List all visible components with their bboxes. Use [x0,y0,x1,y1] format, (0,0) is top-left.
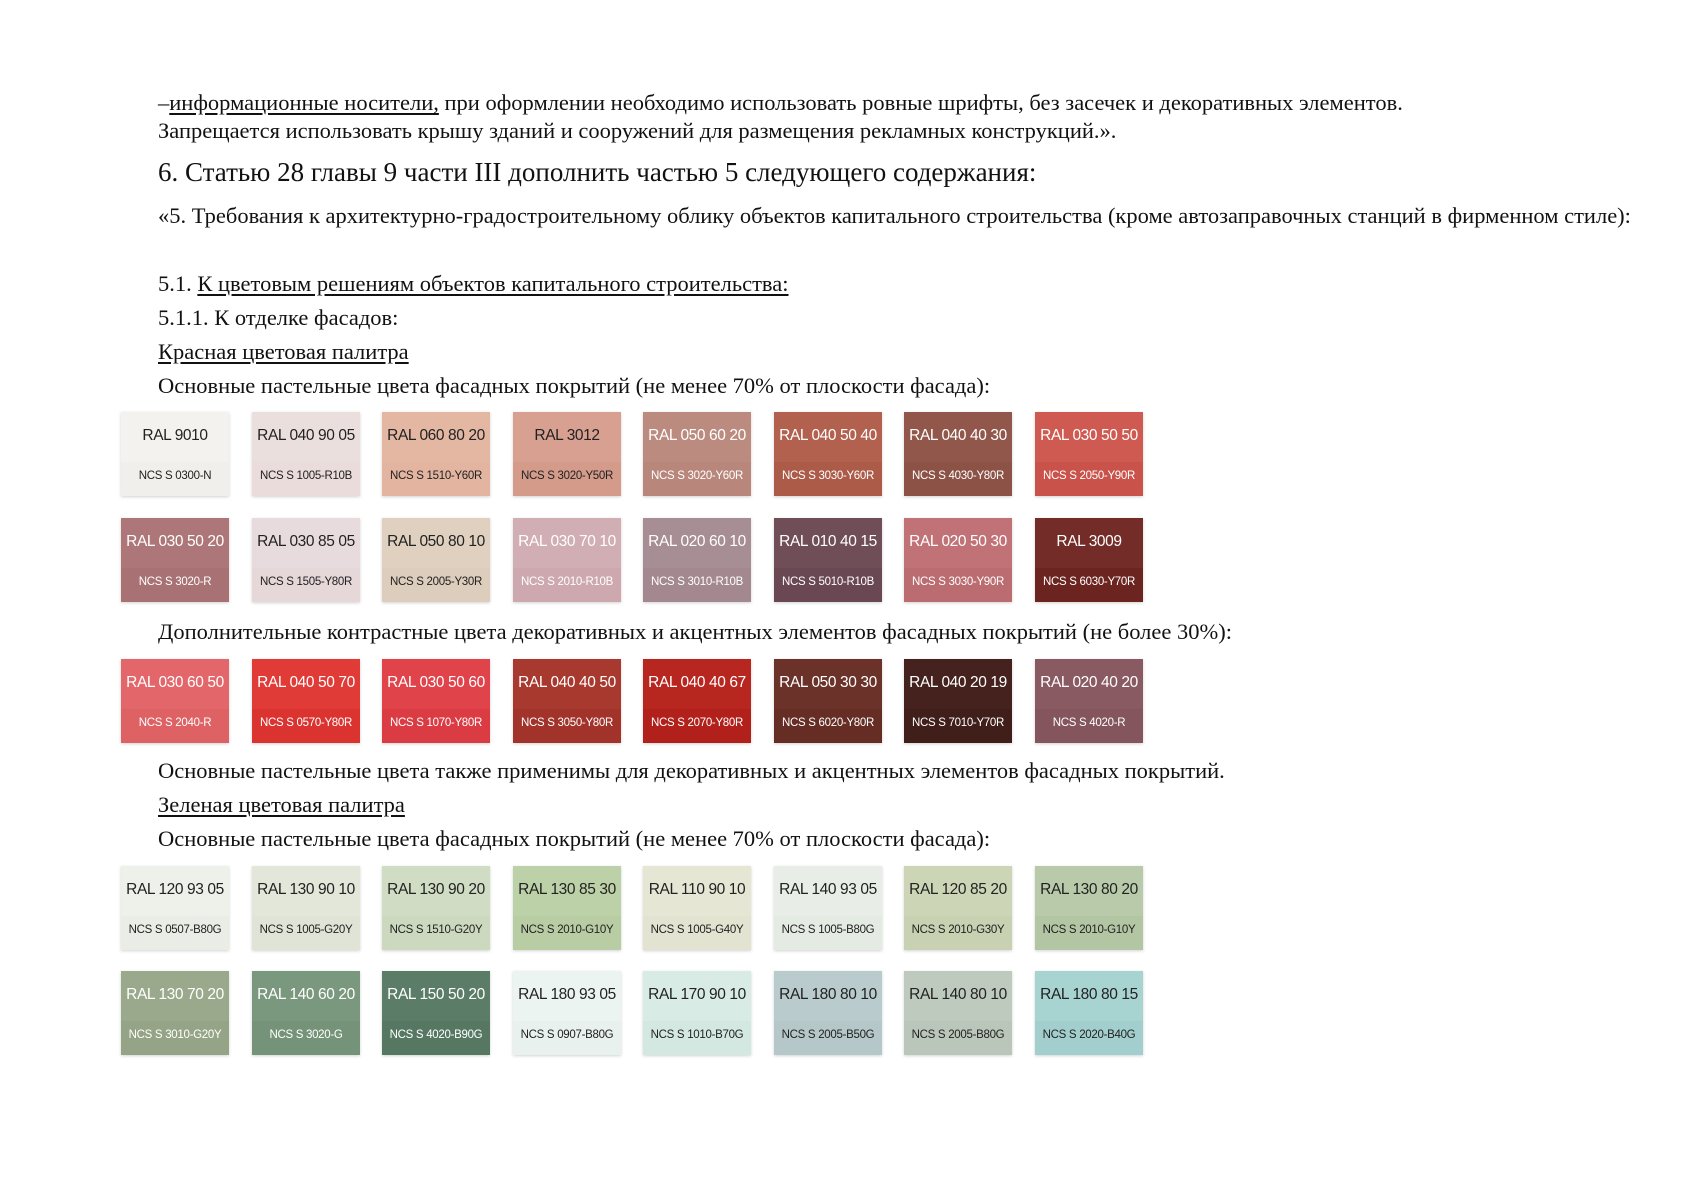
color-swatch [904,659,1012,743]
swatch-ral-code: RAL 030 50 60 [387,674,485,691]
subsection-5-1 [158,270,789,298]
color-swatch [121,659,229,743]
swatch-ral-code: RAL 180 93 05 [518,986,616,1003]
swatch-ncs-code: NCS S 2010-R10B [520,576,614,588]
swatch-ral-code: RAL 130 85 30 [518,881,616,898]
swatch-ral-code: RAL 130 70 20 [126,986,224,1003]
color-swatch [904,971,1012,1055]
swatch-ncs-code: NCS S 1010-B70G [650,1029,744,1041]
green-main-swatches-row-1 [121,866,1161,950]
color-swatch [1035,971,1143,1055]
color-swatch [643,866,751,950]
swatch-ncs-code: NCS S 5010-R10B [781,576,875,588]
swatch-ral-code: RAL 050 30 30 [779,674,877,691]
swatch-ral-code: RAL 110 90 10 [648,881,746,898]
swatch-ral-code: RAL 120 85 20 [909,881,1007,898]
swatch-ncs-code: NCS S 3020-R [138,576,212,588]
red-note: Основные пастельные цвета также применимы для декоративных и акцентных элементов фасадных покрытий. [158,758,1225,783]
color-swatch [774,518,882,602]
swatch-ncs-code: NCS S 1070-Y80R [389,717,483,729]
swatch-ncs-code: NCS S 0907-B80G [520,1029,614,1041]
swatch-ral-code: RAL 020 40 20 [1040,674,1138,691]
swatch-ncs-code: NCS S 1005-B80G [781,924,875,936]
swatch-ral-code: RAL 140 80 10 [909,986,1007,1003]
swatch-ncs-code: NCS S 4030-Y80R [911,470,1005,482]
swatch-ral-code: RAL 130 90 10 [257,881,355,898]
color-swatch [121,518,229,602]
swatch-ral-code: RAL 040 50 70 [257,674,355,691]
swatch-ncs-code: NCS S 1005-G20Y [259,924,353,936]
swatch-ral-code: RAL 3012 [534,427,600,444]
swatch-ncs-code: NCS S 3050-Y80R [520,717,614,729]
color-swatch [643,518,751,602]
swatch-ncs-code: NCS S 2050-Y90R [1042,470,1136,482]
swatch-ncs-code: NCS S 0570-Y80R [259,717,353,729]
roof-prohibition-text: Запрещается использовать крышу зданий и сооружений для размещения рекламных конструкций.». [158,118,1117,143]
color-swatch [643,971,751,1055]
subsection-number: 5.1. [158,271,198,296]
color-swatch [382,518,490,602]
swatch-ral-code: RAL 030 70 10 [518,533,616,550]
text-line-media [158,89,1403,117]
swatch-ral-code: RAL 010 40 15 [779,533,877,550]
swatch-ncs-code: NCS S 1505-Y80R [259,576,353,588]
swatch-ral-code: RAL 140 60 20 [257,986,355,1003]
color-swatch [121,971,229,1055]
swatch-ral-code: RAL 130 80 20 [1040,881,1138,898]
swatch-ral-code: RAL 040 40 30 [909,427,1007,444]
color-swatch [382,866,490,950]
red-main-swatches-row-1 [121,412,1161,496]
swatch-ral-code: RAL 030 50 50 [1040,427,1138,444]
color-swatch [382,412,490,496]
swatch-ncs-code: NCS S 1005-R10B [259,470,353,482]
swatch-ral-code: RAL 040 20 19 [909,674,1007,691]
swatch-ral-code: RAL 140 93 05 [779,881,877,898]
color-swatch [774,659,882,743]
swatch-ncs-code: NCS S 2010-G10Y [1042,924,1136,936]
color-swatch [904,866,1012,950]
swatch-ncs-code: NCS S 7010-Y70R [911,717,1005,729]
swatch-ral-code: RAL 020 60 10 [648,533,746,550]
swatch-ncs-code: NCS S 0507-B80G [128,924,222,936]
color-swatch [121,412,229,496]
color-swatch [904,518,1012,602]
swatch-ncs-code: NCS S 2005-B50G [781,1029,875,1041]
color-swatch [252,518,360,602]
color-swatch [382,971,490,1055]
swatch-ral-code: RAL 3009 [1056,533,1122,550]
underlined-term: информационные носители, [169,90,439,115]
swatch-ral-code: RAL 040 50 40 [779,427,877,444]
swatch-ncs-code: NCS S 3030-Y60R [781,470,875,482]
swatch-ncs-code: NCS S 2005-Y30R [389,576,483,588]
color-swatch [252,412,360,496]
color-swatch [513,412,621,496]
color-swatch [1035,866,1143,950]
swatch-ral-code: RAL 040 90 05 [257,427,355,444]
swatch-ncs-code: NCS S 2010-G30Y [911,924,1005,936]
red-additional-swatches [121,659,1161,743]
color-swatch [1035,412,1143,496]
swatch-ral-code: RAL 030 50 20 [126,533,224,550]
swatch-ncs-code: NCS S 2010-G10Y [520,924,614,936]
green-main-swatches-row-2 [121,971,1161,1055]
swatch-ncs-code: NCS S 3030-Y90R [911,576,1005,588]
color-swatch [252,866,360,950]
swatch-ral-code: RAL 050 60 20 [648,427,746,444]
swatch-ncs-code: NCS S 2005-B80G [911,1029,1005,1041]
swatch-ncs-code: NCS S 4020-B90G [389,1029,483,1041]
swatch-ncs-code: NCS S 1510-Y60R [389,470,483,482]
swatch-ral-code: RAL 030 60 50 [126,674,224,691]
swatch-ral-code: RAL 020 50 30 [909,533,1007,550]
swatch-ncs-code: NCS S 3020-Y50R [520,470,614,482]
color-swatch [774,866,882,950]
media-rule-text: при оформлении необходимо использовать ровные шрифты, без засечек и декоративных элементов. [438,90,1403,115]
red-palette-title: Красная цветовая палитра [158,339,409,364]
color-swatch [121,866,229,950]
dash: – [158,90,170,115]
swatch-ncs-code: NCS S 6030-Y70R [1042,576,1136,588]
swatch-ral-code: RAL 170 90 10 [648,986,746,1003]
color-swatch [643,659,751,743]
swatch-ral-code: RAL 150 50 20 [387,986,485,1003]
color-swatch [904,412,1012,496]
color-swatch [513,518,621,602]
swatch-ncs-code: NCS S 3020-Y60R [650,470,744,482]
swatch-ral-code: RAL 180 80 10 [779,986,877,1003]
green-main-caption: Основные пастельные цвета фасадных покрытий (не менее 70% от плоскости фасада): [158,826,991,851]
swatch-ral-code: RAL 050 80 10 [387,533,485,550]
color-swatch [513,866,621,950]
swatch-ncs-code: NCS S 3020-G [269,1029,343,1041]
subsection-title: К цветовым решениям объектов капитального строительства: [197,271,789,296]
swatch-ncs-code: NCS S 2070-Y80R [650,717,744,729]
red-main-swatches-row-2 [121,518,1161,602]
subsection-5-1-1: 5.1.1. К отделке фасадов: [158,305,399,330]
section-6-heading: 6. Статью 28 главы 9 части III дополнить частью 5 следующего содержания: [158,157,1037,187]
swatch-ncs-code: NCS S 2040-R [138,717,212,729]
red-main-caption: Основные пастельные цвета фасадных покрытий (не менее 70% от плоскости фасада): [158,373,991,398]
color-swatch [252,971,360,1055]
swatch-ral-code: RAL 130 90 20 [387,881,485,898]
swatch-ncs-code: NCS S 2020-B40G [1042,1029,1136,1041]
swatch-ral-code: RAL 9010 [142,427,208,444]
swatch-ncs-code: NCS S 0300-N [138,470,212,482]
green-palette-title: Зеленая цветовая палитра [158,792,405,817]
swatch-ral-code: RAL 060 80 20 [387,427,485,444]
color-swatch [774,412,882,496]
red-additional-caption: Дополнительные контрастные цвета декоративных и акцентных элементов фасадных покрытий (не более 30%): [158,619,1232,644]
color-swatch [774,971,882,1055]
color-swatch [643,412,751,496]
swatch-ral-code: RAL 180 80 15 [1040,986,1138,1003]
swatch-ral-code: RAL 030 85 05 [257,533,355,550]
swatch-ncs-code: NCS S 3010-R10B [650,576,744,588]
color-swatch [1035,659,1143,743]
swatch-ncs-code: NCS S 1510-G20Y [389,924,483,936]
color-swatch [382,659,490,743]
color-swatch [513,971,621,1055]
swatch-ncs-code: NCS S 3010-G20Y [128,1029,222,1041]
requirements-paragraph: «5. Требования к архитектурно-градостроительному облику объектов капитального строительства (кроме автозаправочных станций в фирменном стиле): [158,203,1631,228]
swatch-ncs-code: NCS S 6020-Y80R [781,717,875,729]
color-swatch [252,659,360,743]
color-swatch [513,659,621,743]
swatch-ncs-code: NCS S 4020-R [1052,717,1126,729]
swatch-ral-code: RAL 040 40 50 [518,674,616,691]
color-swatch [1035,518,1143,602]
swatch-ral-code: RAL 040 40 67 [648,674,746,691]
swatch-ral-code: RAL 120 93 05 [126,881,224,898]
swatch-ncs-code: NCS S 1005-G40Y [650,924,744,936]
